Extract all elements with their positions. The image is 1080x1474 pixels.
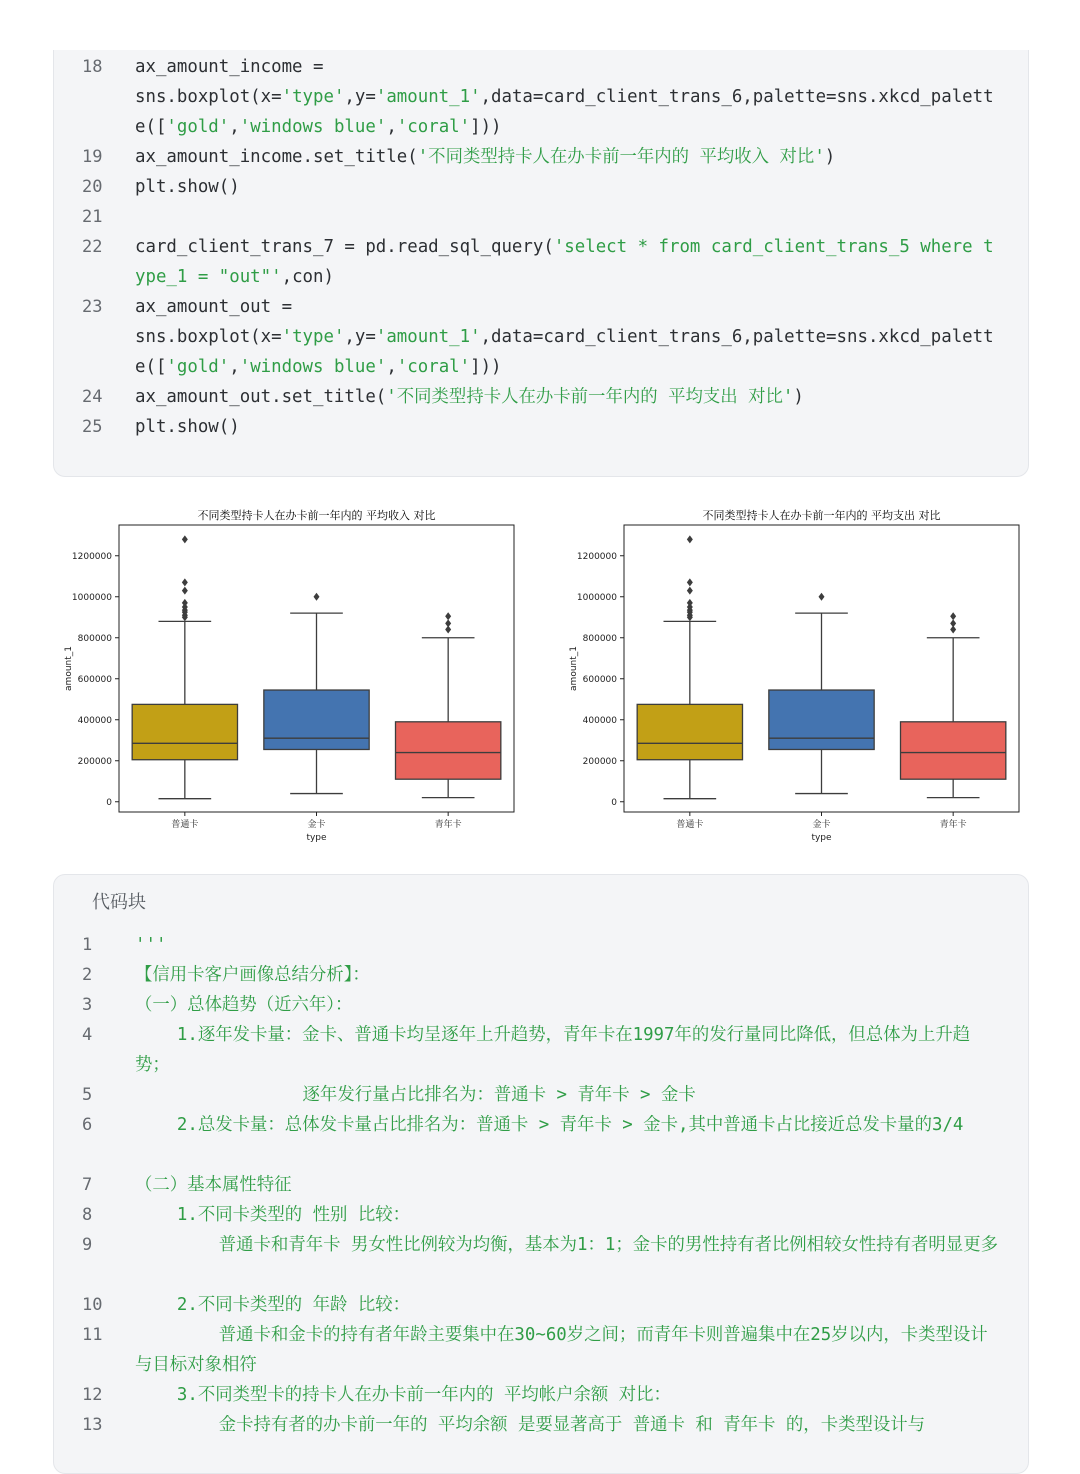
comment-text: 金卡持有者的办卡前一年的 平均余额 是要显著高于 普通卡 和 青年卡 的，卡类型设计与 [135, 1415, 926, 1435]
comment-text: 1.逐年发卡量：金卡、普通卡均呈逐年上升趋势，青年卡在1997年的发行量同比降低，但总体为上升趋势； [135, 1025, 971, 1075]
y-tick-label: 1200000 [71, 551, 112, 562]
code-line [54, 292, 1028, 377]
y-tick-label: 800000 [77, 633, 112, 644]
chart-title: 不同类型持卡人在办卡前一年内的 平均支出 对比 [702, 509, 941, 522]
comment-text: 普通卡和金卡的持有者年龄主要集中在30~60岁之间；而青年卡则普遍集中在25岁以内，卡类型设计与目标对象相符 [135, 1325, 988, 1375]
line-number: 4 [82, 1025, 93, 1045]
code-token: ax_amount_out = sns.boxplot(x= [135, 297, 293, 347]
code-text [135, 52, 998, 142]
code-token: ,y= [344, 327, 376, 347]
string-literal: 'gold' [166, 117, 230, 137]
string-literal: 'gold' [166, 357, 230, 377]
string-literal: 'coral' [396, 117, 471, 137]
comment-text: 【信用卡客户画像总结分析】： [135, 965, 370, 985]
code-line [54, 1380, 1028, 1410]
code-line [54, 1320, 1028, 1375]
line-number: 19 [82, 147, 103, 167]
code-line [54, 1080, 1028, 1110]
line-number: 10 [82, 1295, 103, 1315]
code-token: plt.show() [135, 177, 240, 197]
line-number: 11 [82, 1325, 103, 1345]
code-token: ])) [470, 117, 502, 137]
y-tick-label: 200000 [582, 756, 617, 767]
code-token: ,data=card_client_trans_6,palette=sns.xkcd_palette([ [135, 87, 994, 137]
box [769, 690, 874, 749]
y-tick-label: 600000 [582, 674, 617, 685]
box [264, 690, 369, 749]
code-line [54, 142, 1028, 172]
comment-text: 3.不同类型卡的持卡人在办卡前一年内的 平均帐户余额 对比： [135, 1385, 671, 1405]
code-line [54, 382, 1028, 412]
box [132, 704, 237, 759]
y-axis-label: amount_1 [569, 646, 579, 691]
comment-text: （二）基本属性特征 [135, 1175, 292, 1195]
code-token: ) [793, 387, 804, 407]
x-tick-label: 青年卡 [939, 820, 967, 830]
code-token: ax_amount_income = sns.boxplot(x= [135, 57, 324, 107]
boxplot-chart [64, 508, 514, 843]
code-line [54, 1110, 1028, 1140]
y-tick-label: 1200000 [576, 551, 617, 562]
string-literal: 'type' [281, 327, 345, 347]
code-token: ,y= [344, 87, 376, 107]
comment-text: 2.不同卡类型的 年龄 比较： [135, 1295, 411, 1315]
code-text [135, 292, 998, 382]
y-tick-label: 400000 [77, 715, 112, 726]
code-line [54, 1230, 1028, 1260]
y-tick-label: 0 [611, 797, 617, 808]
comment-text: 普通卡和青年卡 男女性比例较为均衡，基本为1：1；金卡的男性持有者比例相较女性持有者明显更多 [135, 1235, 998, 1255]
y-axis-label: amount_1 [64, 646, 74, 691]
code-line [54, 412, 1028, 442]
line-number: 23 [82, 297, 103, 317]
code-line [54, 1410, 1028, 1440]
line-number: 1 [82, 935, 93, 955]
chart-area [0, 485, 1080, 860]
x-tick-label: 普通卡 [171, 820, 199, 830]
y-tick-label: 200000 [77, 756, 112, 767]
line-number: 13 [82, 1415, 103, 1435]
code-token: , [229, 357, 240, 377]
code-line [54, 232, 1028, 287]
y-tick-label: 0 [106, 797, 112, 808]
code-line [54, 1290, 1028, 1320]
string-literal: '不同类型持卡人在办卡前一年内的 平均收入 对比' [417, 147, 825, 167]
string-literal: 'amount_1' [375, 87, 481, 107]
line-number: 24 [82, 387, 103, 407]
code-token: ) [824, 147, 836, 167]
string-literal: '不同类型持卡人在办卡前一年内的 平均支出 对比' [386, 387, 794, 407]
line-number: 3 [82, 995, 93, 1015]
x-tick-label: 金卡 [812, 820, 831, 830]
string-literal: 'amount_1' [375, 327, 481, 347]
comment-text: 2.总发卡量：总体发卡量占比排名为：普通卡 > 青年卡 > 金卡,其中普通卡占比接近总发卡量的3/4 [135, 1115, 964, 1135]
x-tick-label: 金卡 [307, 820, 326, 830]
string-literal: 'coral' [396, 357, 471, 377]
x-axis-label: type [811, 833, 832, 843]
code-line [54, 1020, 1028, 1075]
code-token: ax_amount_out.set_title( [135, 387, 387, 407]
line-number: 20 [82, 177, 103, 197]
y-tick-label: 1000000 [576, 592, 617, 603]
y-tick-label: 800000 [582, 633, 617, 644]
code-block-bottom [53, 874, 1029, 1474]
code-line [54, 202, 1028, 232]
comment-text: 逐年发行量占比排名为：普通卡 > 青年卡 > 金卡 [135, 1085, 696, 1105]
code-line [54, 52, 1028, 137]
line-number: 12 [82, 1385, 103, 1405]
x-tick-label: 青年卡 [434, 820, 462, 830]
code-text [135, 172, 998, 202]
comment-text: ''' [135, 935, 167, 955]
code-block-top [53, 50, 1029, 477]
code-token: ax_amount_income.set_title( [135, 147, 418, 167]
y-tick-label: 1000000 [71, 592, 112, 603]
code-token: ])) [470, 357, 502, 377]
code-block-title: 代码块 [92, 892, 146, 913]
chart-title: 不同类型持卡人在办卡前一年内的 平均收入 对比 [197, 509, 436, 522]
line-number: 7 [82, 1175, 93, 1195]
box [637, 704, 742, 759]
string-literal: 'type' [281, 87, 345, 107]
code-token: ,con) [281, 267, 334, 287]
code-token: , [386, 117, 397, 137]
code-line [54, 172, 1028, 202]
code-token: , [386, 357, 397, 377]
line-number: 25 [82, 417, 103, 437]
code-token: , [229, 117, 240, 137]
line-number: 8 [82, 1205, 93, 1225]
code-line [54, 1170, 1028, 1200]
comment-text: 1.不同卡类型的 性别 比较： [135, 1205, 411, 1225]
y-tick-label: 600000 [77, 674, 112, 685]
box [901, 722, 1006, 779]
y-tick-label: 400000 [582, 715, 617, 726]
box [396, 722, 501, 779]
line-number: 2 [82, 965, 93, 985]
line-number: 5 [82, 1085, 93, 1105]
code-line [54, 990, 1028, 1020]
string-literal: 'windows blue' [239, 357, 387, 377]
line-number: 22 [82, 237, 103, 257]
code-line [54, 930, 1028, 960]
string-literal: 'select * from card_client_trans_5 where type_1 = "out"' [135, 237, 994, 287]
boxplot-chart [569, 508, 1019, 843]
code-text [135, 382, 998, 412]
x-tick-label: 普通卡 [676, 820, 704, 830]
code-token: plt.show() [135, 417, 240, 437]
x-axis-label: type [306, 833, 327, 843]
line-number: 18 [82, 57, 103, 77]
code-token: ,data=card_client_trans_6,palette=sns.xkcd_palette([ [135, 327, 994, 377]
line-number: 9 [82, 1235, 93, 1255]
code-text [135, 142, 998, 172]
comment-text: （一）总体趋势（近六年）： [135, 995, 353, 1015]
code-text [135, 412, 998, 442]
code-line [54, 960, 1028, 990]
code-line [54, 1200, 1028, 1230]
line-number: 6 [82, 1115, 93, 1135]
code-token: card_client_trans_7 = pd.read_sql_query( [135, 237, 554, 257]
string-literal: 'windows blue' [239, 117, 387, 137]
code-text [135, 232, 998, 292]
line-number: 21 [82, 207, 103, 227]
